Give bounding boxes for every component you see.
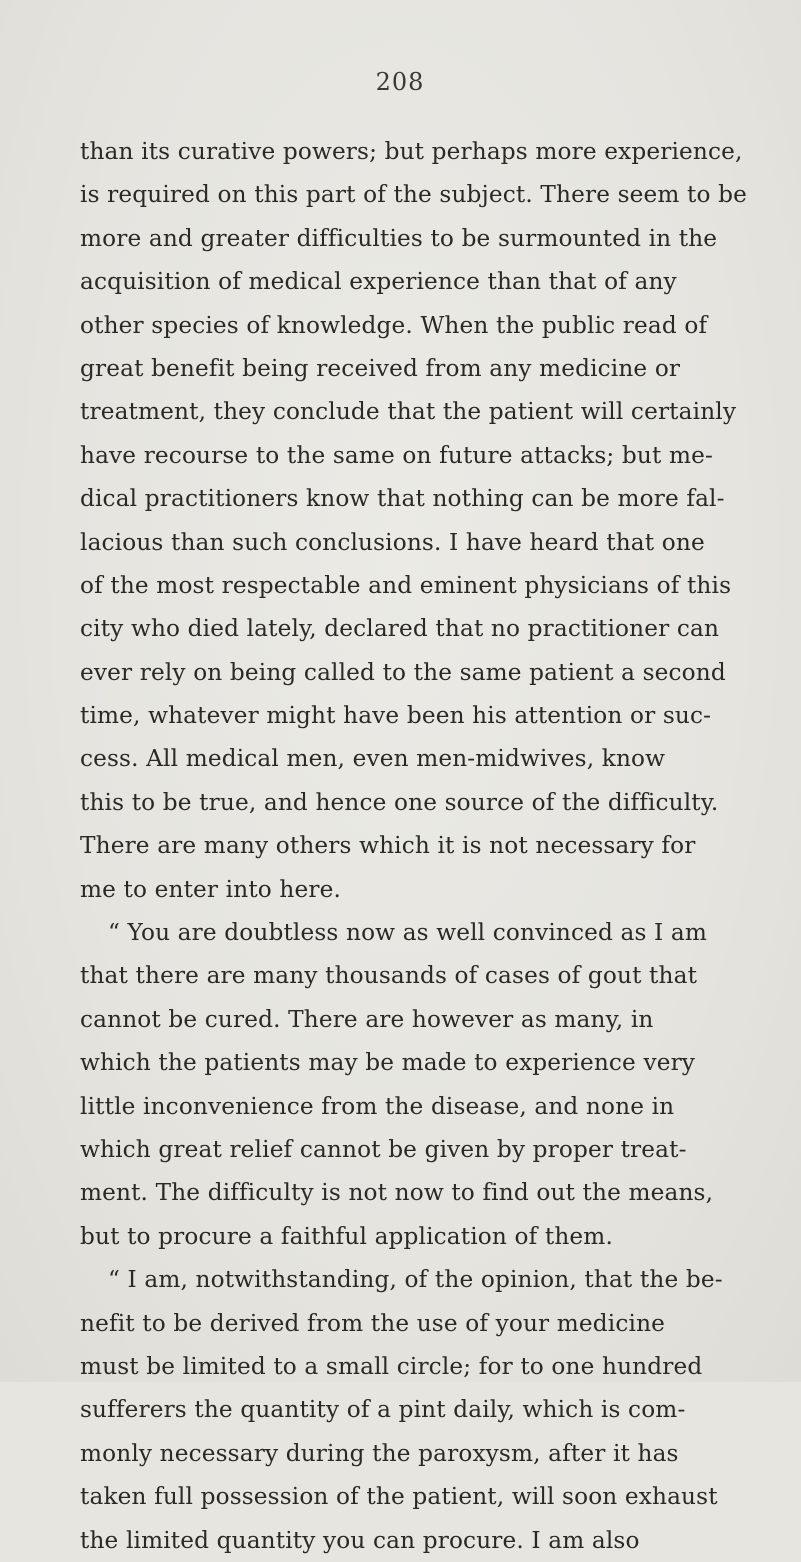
text-line: sufferers the quantity of a pint daily, which is com-: [80, 1396, 686, 1424]
text-line: more and greater difficulties to be surmounted in the: [80, 224, 718, 252]
text-line: of the most respectable and eminent physicians of this: [80, 571, 732, 599]
text-line: little inconvenience from the disease, and none in: [80, 1092, 675, 1120]
text-line: treatment, they conclude that the patient will certainly: [80, 398, 737, 426]
text-line: which the patients may be made to experience very: [80, 1049, 696, 1077]
text-line: monly necessary during the paroxysm, after it has: [80, 1439, 679, 1467]
text-line: ever rely on being called to the same patient a second: [80, 658, 726, 686]
text-line: city who died lately, declared that no practitioner can: [80, 615, 720, 643]
text-line: that there are many thousands of cases of gout that: [80, 962, 698, 990]
text-line: cannot be cured. There are however as many, in: [80, 1005, 654, 1033]
text-line: great benefit being received from any medicine or: [80, 354, 681, 382]
text-line: but to procure a faithful application of them.: [80, 1222, 613, 1250]
text-line: the limited quantity you can procure. I am also: [80, 1526, 640, 1554]
text-line: acquisition of medical experience than that of any: [80, 268, 677, 296]
text-line: this to be true, and hence one source of the difficulty.: [80, 788, 719, 816]
text-line: ment. The difficulty is not now to find out the means,: [80, 1179, 714, 1207]
text-line: must be limited to a small circle; for to one hundred: [80, 1352, 703, 1380]
text-line: “ I am, notwithstanding, of the opinion, that the be-: [108, 1266, 723, 1294]
text-line: cess. All medical men, even men-midwives, know: [80, 745, 666, 773]
text-line: taken full possession of the patient, will soon exhaust: [80, 1483, 718, 1511]
text-line: than its curative powers; but perhaps more experience,: [80, 138, 743, 165]
text-line: There are many others which it is not necessary for: [80, 832, 696, 860]
text-line: nefit to be derived from the use of your medicine: [80, 1309, 666, 1337]
text-line: other species of knowledge. When the public read of: [80, 311, 708, 339]
text-line: have recourse to the same on future attacks; but me-: [80, 441, 713, 469]
text-line: which great relief cannot be given by proper treat-: [80, 1135, 687, 1163]
text-line: is required on this part of the subject. There seem to be: [80, 181, 748, 209]
body-text: [80, 130, 748, 1562]
text-line: “ You are doubtless now as well convinced as I am: [108, 919, 708, 947]
text-line: dical practitioners know that nothing can be more fal-: [80, 485, 725, 513]
text-line: time, whatever might have been his attention or suc-: [80, 702, 712, 730]
page-number: 208: [375, 68, 425, 96]
text-line: me to enter into here.: [80, 875, 342, 903]
text-line: lacious than such conclusions. I have heard that one: [80, 528, 705, 556]
